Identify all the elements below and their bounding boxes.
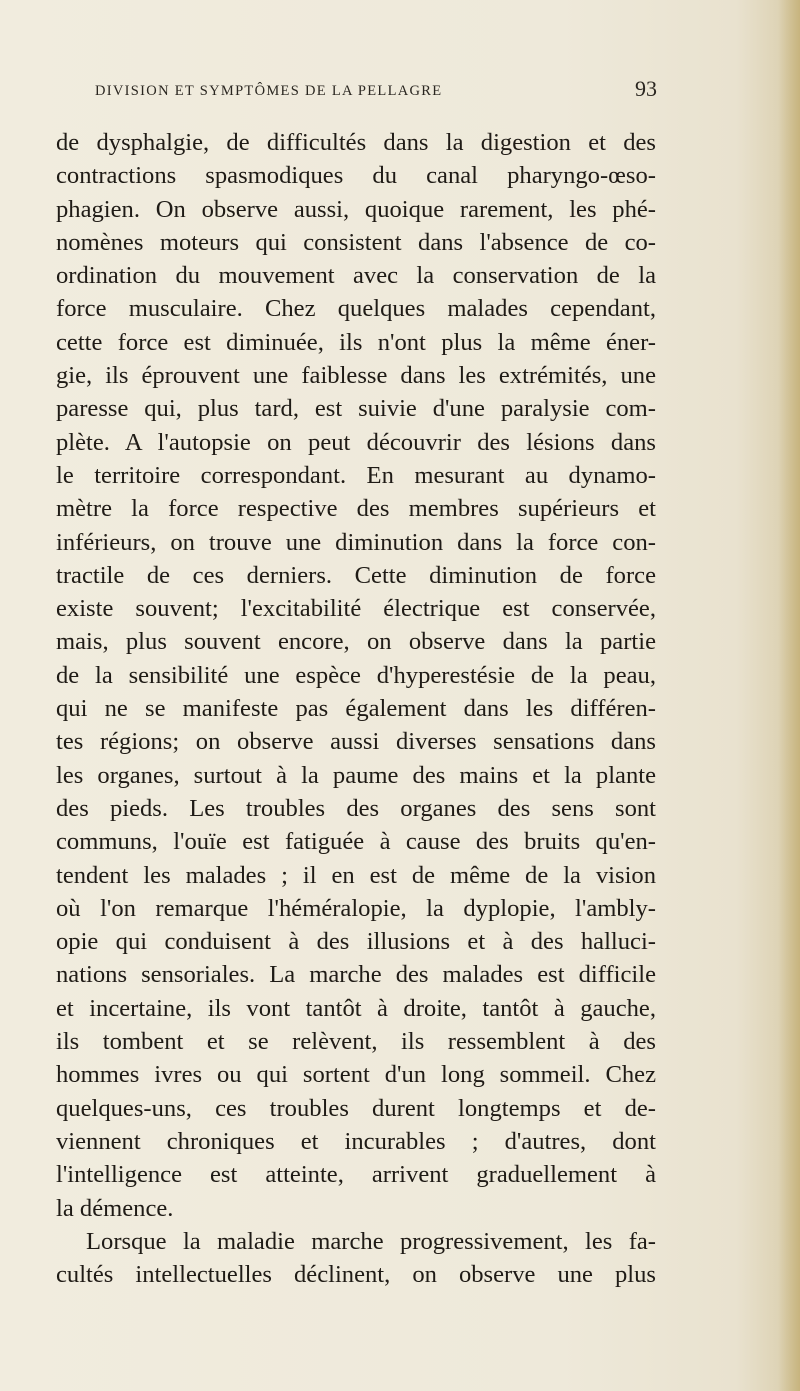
text-line: gie, ils éprouvent une faiblesse dans les extrémités, une — [56, 362, 656, 390]
text-line: les organes, surtout à la paume des mains et la plante — [56, 761, 656, 789]
text-line: le territoire correspondant. En mesurant au dynamo- — [56, 461, 656, 489]
text-line: mètre la force respective des membres supérieurs et — [56, 495, 656, 523]
text-line: existe souvent; l'excitabilité électrique est conservée, — [56, 595, 656, 623]
text-line: cette force est diminuée, ils n'ont plus la même éner- — [56, 328, 656, 356]
text-line: inférieurs, on trouve une diminution dans la force con- — [56, 528, 656, 556]
text-line: Lorsque la maladie marche progressivement, les fa- — [86, 1227, 656, 1255]
text-line: qui ne se manifeste pas également dans les différen- — [56, 695, 656, 723]
text-line: contractions spasmodiques du canal pharyngo-œso- — [56, 162, 656, 190]
body-text — [56, 126, 656, 1291]
text-line: quelques-uns, ces troubles durent longtemps et de- — [56, 1094, 656, 1122]
text-line: phagien. On observe aussi, quoique rarement, les phé- — [56, 195, 656, 223]
page-edge-shadow — [778, 0, 800, 1391]
text-line: plète. A l'autopsie on peut découvrir des lésions dans — [56, 428, 656, 456]
text-line: communs, l'ouïe est fatiguée à cause des bruits qu'en- — [56, 828, 656, 856]
text-line: de la sensibilité une espèce d'hyperestésie de la peau, — [56, 661, 656, 689]
running-head — [95, 76, 655, 106]
text-line: force musculaire. Chez quelques malades cependant, — [56, 295, 656, 323]
text-line: ils tombent et se relèvent, ils ressemblent à des — [56, 1028, 656, 1056]
text-line: ordination du mouvement avec la conservation de la — [56, 262, 656, 290]
text-line: nations sensoriales. La marche des malades est difficile — [56, 961, 656, 989]
text-line: tractile de ces derniers. Cette diminution de force — [56, 561, 656, 589]
text-line: l'intelligence est atteinte, arrivent graduellement à — [56, 1161, 656, 1189]
text-line: tendent les malades ; il en est de même de la vision — [56, 861, 656, 889]
text-line: nomènes moteurs qui consistent dans l'absence de co- — [56, 228, 656, 256]
text-line: des pieds. Les troubles des organes des sens sont — [56, 794, 656, 822]
text-line: mais, plus souvent encore, on observe dans la partie — [56, 628, 656, 656]
text-line: de dysphalgie, de difficultés dans la digestion et des — [56, 129, 656, 156]
text-line: paresse qui, plus tard, est suivie d'une paralysie com- — [56, 395, 656, 423]
text-line: et incertaine, ils vont tantôt à droite, tantôt à gauche, — [56, 994, 656, 1022]
text-line: la démence. — [56, 1194, 174, 1222]
text-line: opie qui conduisent à des illusions et à des halluci- — [56, 928, 656, 956]
text-line: viennent chroniques et incurables ; d'autres, dont — [56, 1127, 656, 1155]
text-line: où l'on remarque l'héméralopie, la dyplopie, l'ambly- — [56, 894, 656, 922]
text-line: cultés intellectuelles déclinent, on observe une plus — [56, 1261, 656, 1289]
page-number: 93 — [635, 76, 657, 101]
text-line: hommes ivres ou qui sortent d'un long sommeil. Chez — [56, 1061, 656, 1089]
text-line: tes régions; on observe aussi diverses sensations dans — [56, 728, 656, 756]
running-title: DIVISION ET SYMPTÔMES DE LA PELLAGRE — [95, 83, 443, 99]
